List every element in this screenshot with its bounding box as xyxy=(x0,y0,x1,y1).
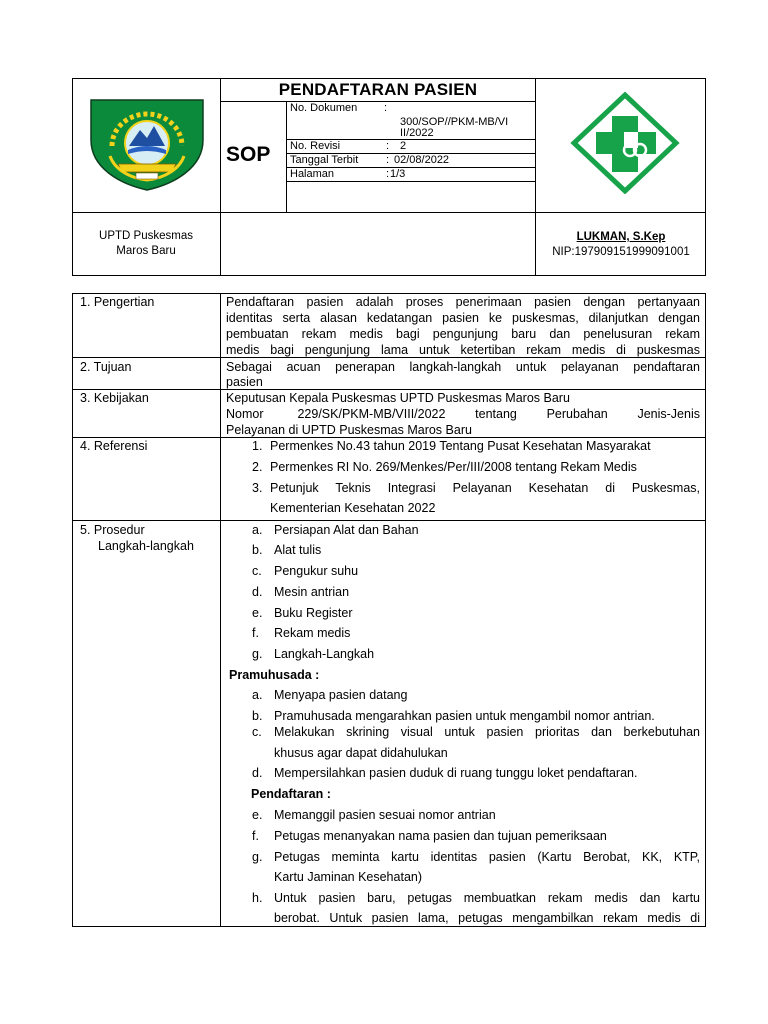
docfield-value-revisi: 2 xyxy=(400,140,407,152)
page-title: PENDAFTARAN PASIEN xyxy=(278,80,478,99)
persiapan-item-a: Persiapan Alat dan Bahan xyxy=(274,523,419,537)
referensi-item-3: Petunjuk Teknis Integrasi Pelayanan Kesehatan di Puskesmas, xyxy=(270,481,700,495)
docfield-sep-number: : xyxy=(384,102,388,114)
referensi-item-3-cont: Kementerian Kesehatan 2022 xyxy=(270,501,436,515)
pengertian-line-3: pembuatan rekam medis bagi pengunjung baru dan penelusuran rekam xyxy=(226,327,700,341)
puskesmas-logo xyxy=(570,92,680,194)
kebijakan-line-2: Nomor 229/SK/PKM-MB/VIII/2022 tentang Perubahan Jenis-Jenis xyxy=(226,407,700,421)
docfield-value-number-line2: II/2022 xyxy=(400,127,434,139)
kebijakan-line-3: Pelayanan di UPTD Puskesmas Maros Baru xyxy=(226,423,472,437)
docfield-value-tanggal: 02/08/2022 xyxy=(394,154,450,166)
pengertian-line-4: medis bagi pengunjung lama untuk ketertiban rekam medis di puskesmas xyxy=(226,343,700,357)
docfield-label-halaman: Halaman xyxy=(290,168,335,180)
health-cross-icon xyxy=(570,92,680,194)
persiapan-marker-c: c. xyxy=(252,564,262,578)
docfield-sep-revisi: : xyxy=(386,140,390,152)
docfield-label-revisi: No. Revisi xyxy=(290,140,341,152)
pramuhusada-item-d: Mempersilahkan pasien duduk di ruang tunggu loket pendaftaran. xyxy=(274,766,638,780)
header-divider-left xyxy=(220,78,221,276)
referensi-num-1: 1. xyxy=(252,439,263,453)
unit-name-line1: UPTD Puskesmas xyxy=(99,230,193,242)
section-label-kebijakan: 3. Kebijakan xyxy=(80,391,149,405)
title-underline xyxy=(220,101,536,102)
docfield-label-tanggal: Tanggal Terbit xyxy=(290,154,359,166)
section-label-prosedur-2: Langkah-langkah xyxy=(98,539,194,553)
regional-emblem-icon xyxy=(88,94,206,192)
persiapan-marker-e: e. xyxy=(252,606,263,620)
referensi-num-3: 3. xyxy=(252,481,263,495)
pendaftaran-heading: Pendaftaran : xyxy=(251,787,331,801)
persiapan-marker-g: g. xyxy=(252,647,263,661)
pendaftaran-marker-g: g. xyxy=(252,850,263,864)
pramuhusada-item-b: Pramuhusada mengarahkan pasien untuk mengambil nomor antrian. xyxy=(274,709,655,723)
tujuan-line-1: Sebagai acuan penerapan langkah-langkah untuk pelayanan pendaftaran xyxy=(226,360,700,374)
section-label-tujuan: 2. Tujuan xyxy=(80,360,132,374)
docfield-line-4 xyxy=(286,181,536,182)
docfield-value-number-line1: 300/SOP//PKM-MB/VI xyxy=(400,116,509,128)
pramuhusada-marker-d: d. xyxy=(252,766,263,780)
pramuhusada-marker-c: c. xyxy=(252,725,262,739)
pramuhusada-item-a: Menyapa pasien datang xyxy=(274,688,408,702)
sop-label: SOP xyxy=(226,143,271,166)
referensi-item-2: Permenkes RI No. 269/Menkes/Per/III/2008 tentang Rekam Medis xyxy=(270,460,637,474)
persiapan-item-b: Alat tulis xyxy=(274,543,322,557)
pendaftaran-marker-h: h. xyxy=(252,891,263,905)
persiapan-item-e: Buku Register xyxy=(274,606,353,620)
pendaftaran-item-h: Untuk pasien baru, petugas membuatkan rekam medis dan kartu xyxy=(274,891,700,905)
docfield-sep-tanggal: : xyxy=(386,154,390,166)
persiapan-marker-f: f. xyxy=(252,626,259,640)
signer-name: LUKMAN, S.Kep xyxy=(576,231,666,243)
pramuhusada-item-c: Melakukan skrining visual untuk pasien prioritas dan berkebutuhan xyxy=(274,725,700,739)
pramuhusada-heading: Pramuhusada : xyxy=(229,668,320,682)
pramuhusada-item-c-cont: khusus agar dapat didahulukan xyxy=(274,746,448,760)
referensi-item-1: Permenkes No.43 tahun 2019 Tentang Pusat Kesehatan Masyarakat xyxy=(270,439,651,453)
signer-block xyxy=(536,230,706,260)
persiapan-item-d: Mesin antrian xyxy=(274,585,350,599)
header-divider-sop xyxy=(286,101,287,213)
unit-name-line2: Maros Baru xyxy=(116,245,176,257)
docfield-value-halaman: 1/3 xyxy=(390,168,406,180)
persiapan-item-c: Pengukur suhu xyxy=(274,564,359,578)
pendaftaran-marker-f: f. xyxy=(252,829,259,843)
persiapan-marker-d: d. xyxy=(252,585,263,599)
header-row-divider xyxy=(72,212,706,213)
persiapan-marker-b: b. xyxy=(252,543,263,557)
referensi-num-2: 2. xyxy=(252,460,263,474)
pendaftaran-item-h-cont: berobat. Untuk pasien lama, petugas mengambilkan rekam medis di xyxy=(274,911,700,925)
unit-name xyxy=(72,229,220,259)
section-label-prosedur: 5. Prosedur xyxy=(80,523,145,537)
persiapan-marker-a: a. xyxy=(252,523,263,537)
pengertian-line-1: Pendaftaran pasien adalah proses penerimaan pasien dengan pertanyaan xyxy=(226,295,700,309)
pendaftaran-item-g-cont: Kartu Jaminan Kesehatan) xyxy=(274,870,423,884)
pendaftaran-item-e: Memanggil pasien sesuai nomor antrian xyxy=(274,808,496,822)
pendaftaran-marker-e: e. xyxy=(252,808,263,822)
pramuhusada-marker-b: b. xyxy=(252,709,263,723)
pendaftaran-item-f: Petugas menanyakan nama pasien dan tujuan pemeriksaan xyxy=(274,829,607,843)
signer-nip: NIP:197909151999091001 xyxy=(552,246,690,258)
persiapan-item-g: Langkah-Langkah xyxy=(274,647,375,661)
pramuhusada-marker-a: a. xyxy=(252,688,263,702)
persiapan-item-f: Rekam medis xyxy=(274,626,351,640)
pengertian-line-2: identitas serta alasan kedatangan pasien ke puskesmas, dilanjutkan dengan xyxy=(226,311,700,325)
docfield-sep-halaman: : xyxy=(386,168,390,180)
section-label-referensi: 4. Referensi xyxy=(80,439,148,453)
regional-logo xyxy=(88,94,206,192)
section-label-pengertian: 1. Pengertian xyxy=(80,295,155,309)
kebijakan-line-1: Keputusan Kepala Puskesmas UPTD Puskesmas Maros Baru xyxy=(226,391,570,405)
pendaftaran-item-g: Petugas meminta kartu identitas pasien (Kartu Berobat, KK, KTP, xyxy=(274,850,700,864)
tujuan-line-2: pasien xyxy=(226,375,263,389)
docfield-label-number: No. Dokumen xyxy=(290,102,358,114)
row-divider-4 xyxy=(72,520,706,521)
